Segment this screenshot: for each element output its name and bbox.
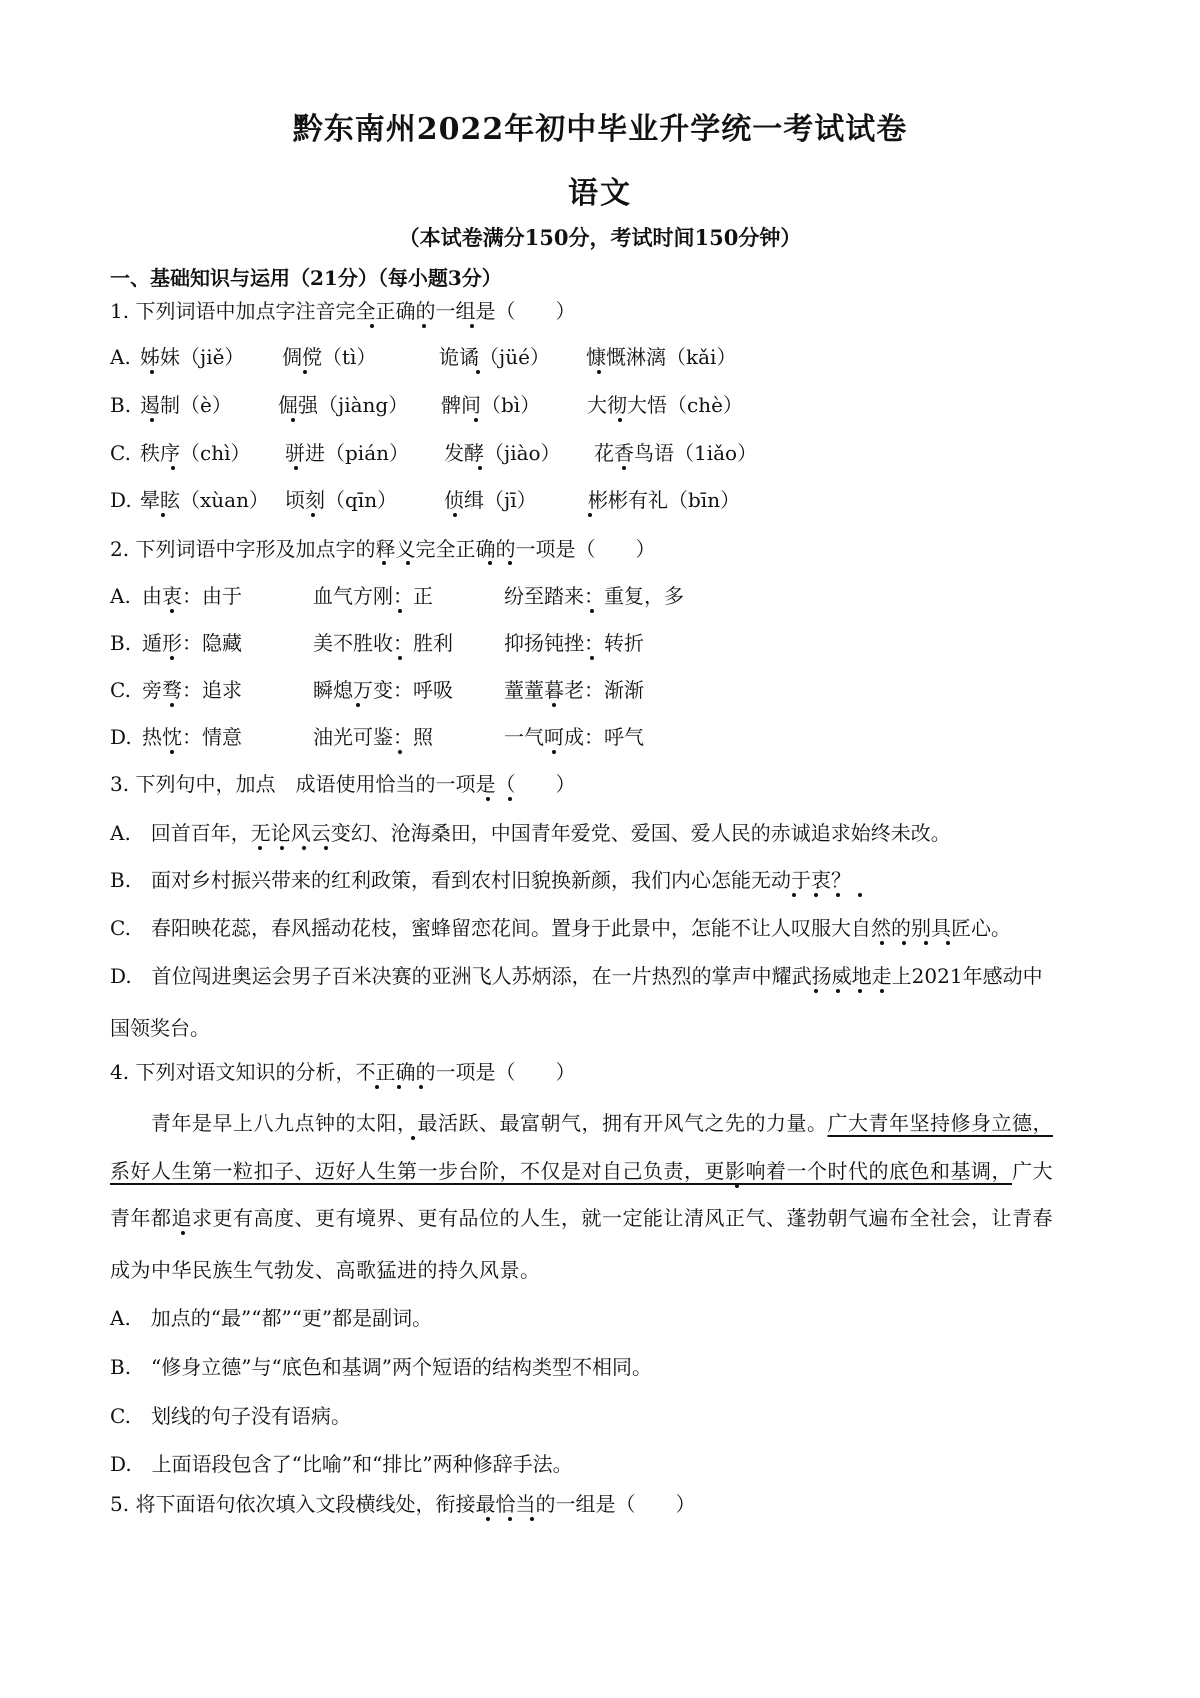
underlined-sentence: 广大青年坚持修身立德， — [827, 1111, 1053, 1135]
emphasis-dot — [622, 466, 626, 470]
emphasis-dot — [291, 418, 295, 422]
emphasis-dot — [880, 941, 884, 945]
emphasis-dot — [375, 1085, 379, 1089]
exam-title: 黔东南州2022年初中毕业升学统一考试试卷 — [292, 112, 908, 147]
emphasis-dot — [858, 893, 862, 897]
q4-option-c: C. 划线的句子没有语病。 — [110, 1404, 351, 1428]
q2-option-d-label: D. — [110, 725, 132, 749]
q1-option-d-item: 顷刻（qīn） — [285, 488, 398, 512]
emphasis-dot — [302, 846, 306, 850]
emphasis-dot — [398, 750, 402, 754]
q2-option-b-item: 美不胜收：胜利 — [313, 631, 453, 655]
q1-option-c-item: 花香鸟语（1iǎo） — [594, 441, 758, 465]
emphasis-dot — [294, 466, 298, 470]
q2-option-a-item: 纷至踏来：重复，多 — [504, 584, 684, 608]
emphasis-dot — [170, 609, 174, 613]
emphasis-dot — [470, 324, 474, 328]
emphasis-dot — [486, 797, 490, 801]
underlined-sentence: 系好人生第一粒扣子、迈好人生第一步台阶，不仅是对自己负责，更影响着一个时代的底色和基调， — [110, 1159, 1012, 1183]
q2-option-c-item: 蕫蕫暮老：渐渐 — [504, 678, 644, 702]
q2-option-b-item: 抑扬钝挫：转折 — [504, 631, 644, 655]
q1-option-b-item: 倔强（jiàng） — [278, 393, 409, 417]
passage-line — [110, 1157, 1100, 1185]
q1-option-b-label: B. — [110, 393, 132, 417]
question-1-stem: 1. 下列词语中加点字注音完全正确的一组是（ ） — [110, 299, 576, 323]
q1-option-b-item: 遏制（è） — [140, 393, 232, 417]
emphasis-dot — [422, 324, 426, 328]
emphasis-dot — [382, 561, 386, 565]
emphasis-dot — [486, 1517, 490, 1521]
emphasis-dot — [902, 941, 906, 945]
question-4-stem: 4. 下列对语文知识的分析，不正确的一项是（ ） — [110, 1060, 576, 1084]
q1-option-d-item: 侦缉（jī） — [444, 488, 537, 512]
emphasis-dot — [303, 370, 307, 374]
passage-text: 青年是早上八九点钟的太阳，最活跃、最富朝气，拥有开风气之先的力量。 — [110, 1111, 828, 1135]
q2-option-c-item: 瞬熄万变：呼吸 — [313, 678, 453, 702]
emphasis-dot — [735, 1184, 739, 1188]
section-heading: 一、基础知识与运用（21分）（每小题3分） — [110, 266, 502, 290]
q1-option-d-item: 彬彬有礼（bīn） — [588, 488, 741, 512]
exam-note: （本试卷满分150分，考试时间150分钟） — [398, 225, 802, 250]
q1-option-c-label: C. — [110, 441, 131, 465]
q2-option-a-label: A. — [110, 584, 131, 608]
question-5-stem: 5. 将下面语句依次填入文段横线处，衔接最恰当的一组是（ ） — [110, 1492, 696, 1516]
question-2-stem: 2. 下列词语中字形及加点字的释义完全正确的一项是（ ） — [110, 537, 656, 561]
q1-option-a-label: A. — [110, 345, 131, 369]
emphasis-dot — [311, 513, 315, 517]
q1-option-b-item: 大彻大悟（chè） — [587, 393, 743, 417]
q4-option-d: D. 上面语段包含了“比喻”和“排比”两种修辞手法。 — [110, 1452, 573, 1476]
q2-option-d-item: 热忱：情意 — [142, 725, 242, 749]
q4-option-b: B. “修身立德”与“底色和基调”两个短语的结构类型不相同。 — [110, 1355, 652, 1379]
emphasis-dot — [814, 893, 818, 897]
emphasis-dot — [324, 846, 328, 850]
q2-option-a-item: 血气方刚：正 — [313, 584, 433, 608]
q3-option-a: A. 回首百年，无论风云变幻、沧海桑田，中国青年爱党、爱国、爱人民的赤诚追求始终未改。 — [110, 821, 951, 845]
emphasis-dot — [397, 1085, 401, 1089]
q2-option-b-item: 遁形：隐藏 — [142, 631, 242, 655]
emphasis-dot — [356, 703, 360, 707]
q2-option-c-label: C. — [110, 678, 131, 702]
emphasis-dot — [419, 1085, 423, 1089]
passage-line: 成为中华民族生气勃发、高歌猛进的持久风景。 — [110, 1258, 541, 1282]
emphasis-dot — [588, 513, 592, 517]
q1-option-d-label: D. — [110, 488, 132, 512]
emphasis-dot — [836, 989, 840, 993]
q2-option-d-item: 一气呵成：呼气 — [504, 725, 644, 749]
emphasis-dot — [814, 989, 818, 993]
emphasis-dot — [181, 1231, 185, 1235]
passage-line — [110, 1109, 1100, 1137]
q1-option-c-item: 发酵（jiào） — [444, 441, 561, 465]
emphasis-dot — [858, 989, 862, 993]
emphasis-dot — [170, 656, 174, 660]
question-3-stem: 3. 下列句中，加点 成语使用恰当的一项是（ ） — [110, 772, 576, 796]
emphasis-dot — [924, 941, 928, 945]
q1-option-c-item: 秩序（chì） — [140, 441, 251, 465]
emphasis-dot — [488, 561, 492, 565]
q2-option-d-item: 油光可鉴：照 — [313, 725, 433, 749]
emphasis-dot — [476, 370, 480, 374]
emphasis-dot — [597, 370, 601, 374]
emphasis-dot — [530, 1517, 534, 1521]
emphasis-dot — [398, 656, 402, 660]
emphasis-dot — [150, 418, 154, 422]
passage-line: 青年都追求更有高度、更有境界、更有品位的人生，就一定能让清风正气、蓬勃朝气遍布全社会，让青春 — [110, 1206, 1053, 1230]
emphasis-dot — [552, 703, 556, 707]
emphasis-dot — [453, 513, 457, 517]
q1-option-b-item: 髀间（bì） — [441, 393, 541, 417]
emphasis-dot — [508, 1517, 512, 1521]
emphasis-dot — [171, 466, 175, 470]
emphasis-dot — [406, 561, 410, 565]
emphasis-dot — [508, 561, 512, 565]
emphasis-dot — [880, 989, 884, 993]
q2-option-a-item: 由衷：由于 — [142, 584, 242, 608]
q1-option-a-item: 倜傥（tì） — [282, 345, 377, 369]
emphasis-dot — [478, 466, 482, 470]
emphasis-dot — [258, 846, 262, 850]
emphasis-dot — [150, 370, 154, 374]
emphasis-dot — [170, 703, 174, 707]
emphasis-dot — [508, 797, 512, 801]
q3-option-b: B. 面对乡村振兴带来的红利政策，看到农村旧貌换新颜，我们内心怎能无动于衷？ — [110, 868, 852, 892]
emphasis-dot — [792, 893, 796, 897]
q4-option-a: A. 加点的“最”“都”“更”都是副词。 — [110, 1306, 433, 1330]
emphasis-dot — [411, 1136, 415, 1140]
emphasis-dot — [370, 324, 374, 328]
q2-option-b-label: B. — [110, 631, 132, 655]
emphasis-dot — [161, 513, 165, 517]
q1-option-a-item: 诡谲（jüé） — [439, 345, 550, 369]
emphasis-dot — [590, 656, 594, 660]
q1-option-d-item: 晕眩（xùan） — [140, 488, 269, 512]
q3-option-d: D. 首位闯进奥运会男子百米决赛的亚洲飞人苏炳添，在一片热烈的掌声中耀武扬威地走上2021年感动中 — [110, 964, 1043, 988]
emphasis-dot — [836, 893, 840, 897]
q1-option-a-item: 慷慨淋漓（kǎi） — [586, 345, 737, 369]
emphasis-dot — [590, 609, 594, 613]
q1-option-c-item: 骈进（pián） — [285, 441, 410, 465]
emphasis-dot — [552, 750, 556, 754]
emphasis-dot — [398, 609, 402, 613]
q1-option-a-item: 姊妹（jiě） — [140, 345, 245, 369]
subject-title: 语文 — [568, 176, 632, 211]
emphasis-dot — [280, 846, 284, 850]
emphasis-dot — [170, 750, 174, 754]
passage-text: 广大 — [1012, 1159, 1053, 1183]
emphasis-dot — [474, 418, 478, 422]
q2-option-c-item: 旁骛：追求 — [142, 678, 242, 702]
q3-option-c: C. 春阳映花蕊，春风摇动花枝，蜜蜂留恋花间。置身于此景中，怎能不让人叹服大自然的别具匠心。 — [110, 916, 1011, 940]
emphasis-dot — [946, 941, 950, 945]
q3-option-d-continued: 国领奖台。 — [110, 1016, 210, 1040]
emphasis-dot — [618, 418, 622, 422]
